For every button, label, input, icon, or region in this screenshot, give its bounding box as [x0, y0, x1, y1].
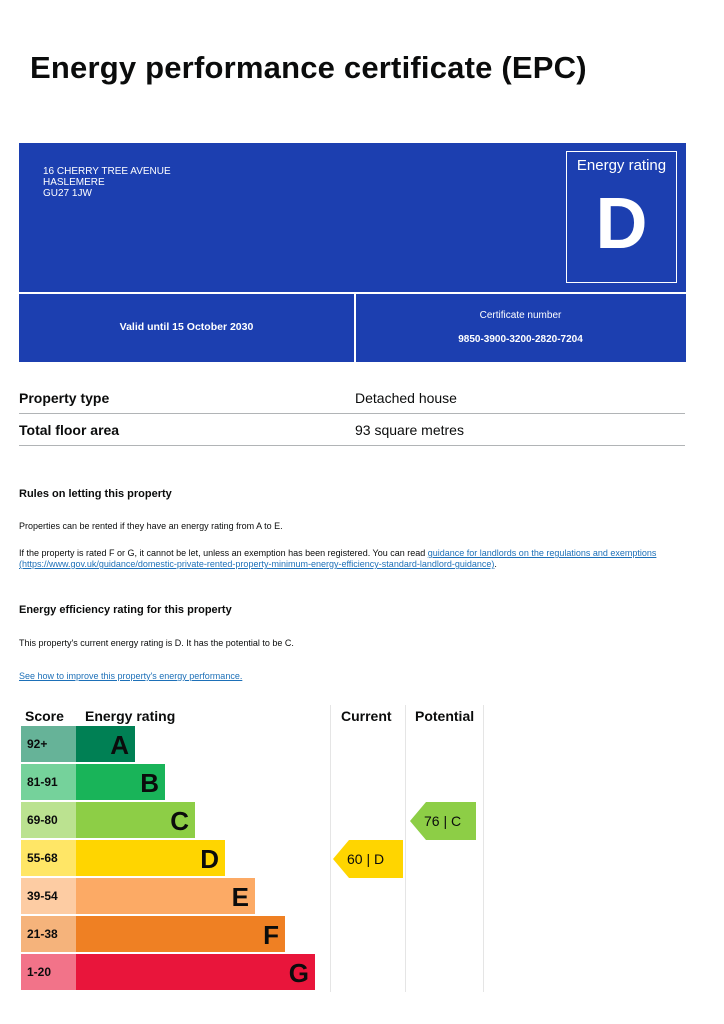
improve-performance-link[interactable]: See how to improve this property's energy performance. [19, 671, 243, 681]
band-letter-g: G [288, 958, 309, 988]
band-letter-c: C [170, 806, 189, 836]
panel-divider-horizontal [19, 292, 686, 294]
certificate-number-label: Certificate number [479, 310, 562, 321]
potential-rating-arrow-label: 76 | C [424, 813, 462, 829]
address-line-1: 16 CHERRY TREE AVENUE [43, 166, 171, 177]
current-rating-arrow [333, 840, 403, 878]
property-address [43, 166, 171, 199]
current-column-header: Current [341, 708, 392, 724]
band-bar-f [76, 916, 285, 952]
band-letter-d: D [200, 844, 219, 874]
landlord-guidance-link[interactable]: guidance for landlords on the regulations and exemptions (https://www.gov.uk/guidance/domestic-private-rented-property-minimum-energy-efficiency-standard-landlord-guidance) [19, 548, 657, 569]
rules-paragraph-2-end: . [494, 559, 497, 569]
energy-rating-label: Energy rating [576, 157, 667, 174]
property-type-value: Detached house [355, 390, 457, 406]
property-type-label: Property type [19, 390, 110, 406]
rules-paragraph-2 [19, 548, 679, 570]
summary-divider [19, 445, 685, 446]
rating-column-header: Energy rating [85, 708, 176, 724]
rules-heading: Rules on letting this property [19, 488, 172, 500]
band-bar-d [76, 840, 225, 876]
improve-link-container [19, 671, 679, 682]
potential-rating-arrow [410, 802, 476, 840]
band-score-a: 92+ [21, 726, 76, 762]
panel-divider-vertical [354, 292, 356, 362]
band-score-d: 55-68 [21, 840, 76, 876]
band-score-c: 69-80 [21, 802, 76, 838]
current-rating-arrow-label: 60 | D [347, 851, 385, 867]
efficiency-heading: Energy efficiency rating for this property [19, 604, 232, 616]
chart-gridline [330, 705, 331, 992]
valid-until: Valid until 15 October 2030 [119, 321, 254, 333]
band-bar-c [76, 802, 195, 838]
band-score-f: 21-38 [21, 916, 76, 952]
score-column-header: Score [25, 708, 64, 724]
rules-paragraph-1: Properties can be rented if they have an energy rating from A to E. [19, 521, 283, 531]
floor-area-value: 93 square metres [355, 422, 464, 438]
address-line-3: GU27 1JW [43, 188, 92, 199]
band-bar-e [76, 878, 255, 914]
band-letter-a: A [110, 730, 129, 760]
rules-paragraph-2-text: If the property is rated F or G, it cannot be let, unless an exemption has been registered. You can read [19, 548, 428, 558]
band-letter-b: B [140, 768, 159, 798]
band-bar-b [76, 764, 165, 800]
band-bar-a [76, 726, 135, 762]
band-bar-g [76, 954, 315, 990]
floor-area-label: Total floor area [19, 422, 120, 438]
band-score-b: 81-91 [21, 764, 76, 800]
efficiency-paragraph: This property's current energy rating is D. It has the potential to be C. [19, 638, 294, 648]
band-letter-e: E [231, 882, 249, 912]
energy-rating-box [566, 151, 677, 283]
energy-rating-letter: D [595, 184, 648, 264]
address-line-2: HASLEMERE [43, 177, 105, 188]
certificate-number: 9850-3900-3200-2820-7204 [458, 334, 583, 345]
epc-header-panel [19, 143, 686, 362]
chart-gridline [405, 705, 406, 992]
potential-column-header: Potential [415, 708, 475, 724]
page-title: Energy performance certificate (EPC) [30, 50, 587, 85]
band-letter-f: F [263, 920, 279, 950]
summary-divider [19, 413, 685, 414]
band-score-e: 39-54 [21, 878, 76, 914]
chart-gridline [483, 705, 484, 992]
band-score-g: 1-20 [21, 954, 76, 990]
